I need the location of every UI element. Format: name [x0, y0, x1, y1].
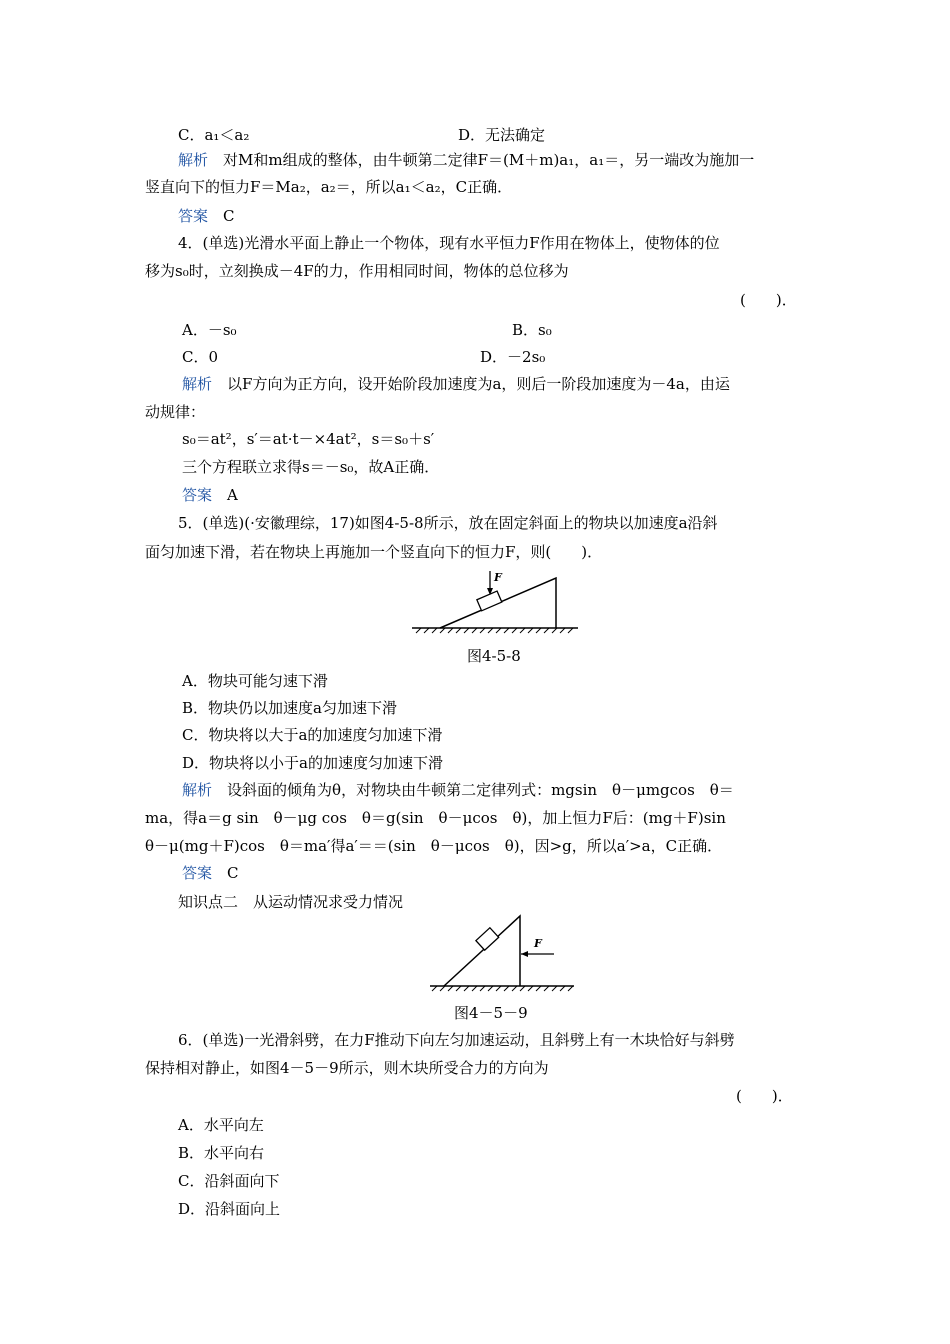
figure-4-5-8 — [410, 567, 580, 635]
q3-answer-label: 答案 — [178, 207, 209, 225]
q3-answer-row — [178, 206, 235, 226]
q3-answer: C — [223, 207, 235, 225]
q4-answer-bracket: ( )． — [740, 291, 797, 309]
force-label: F — [534, 937, 542, 950]
figure-4-5-9 — [428, 912, 578, 996]
q6-stem-line2: 保持相对静止，如图4－5－9所示，则木块所受合力的方向为 — [145, 1059, 549, 1077]
q6-answer-bracket: ( )． — [736, 1087, 793, 1105]
q4-option-b: B．s₀ — [512, 321, 552, 339]
q6-option-c: C．沿斜面向下 — [178, 1172, 280, 1190]
wedge — [444, 916, 520, 986]
q5-analysis-label: 解析 — [182, 781, 213, 799]
q3-analysis-text1: 对M和m组成的整体，由牛顿第二定律F＝(M＋m)a₁，a₁＝，另一端改为施加一 — [223, 151, 755, 169]
q5-analysis-row1 — [182, 780, 734, 800]
q5-analysis-text2: ma，得a＝g sin θ－μg cos θ＝g(sin θ－μcos θ)，加上恒力F后：(mg＋F)sin — [145, 809, 726, 827]
q3-analysis-text2: 竖直向下的恒力F＝Ma₂，a₂＝，所以a₁＜a₂，C正确． — [145, 178, 513, 196]
q4-answer: A — [227, 486, 238, 504]
q6-stem-line1: 6．(单选)一光滑斜劈，在力F推动下向左匀加速运动，且斜劈上有一木块恰好与斜劈 — [178, 1031, 735, 1049]
q4-option-d: D．－2s₀ — [480, 348, 546, 366]
q4-answer-label: 答案 — [182, 486, 213, 504]
q5-option-c: C．物块将以大于a的加速度匀加速下滑 — [182, 726, 443, 744]
q4-analysis-row1 — [182, 374, 730, 394]
q5-stem-line1: 5．(单选)(·安徽理综，17)如图4-5-8所示，放在固定斜面上的物块以加速度a沿斜 — [178, 514, 718, 532]
q4-analysis-text2: 动规律： — [145, 403, 206, 421]
q4-analysis-label: 解析 — [182, 375, 213, 393]
q3-option-c: C．a₁＜a₂ — [178, 126, 250, 144]
q5-analysis-text1: 设斜面的倾角为θ，对物块由牛顿第二定律列式：mgsin θ－μmgcos θ＝ — [227, 781, 734, 799]
q4-answer-row — [182, 485, 238, 505]
q4-option-a: A．－s₀ — [182, 321, 237, 339]
q4-analysis-text1: 以F方向为正方向，设开始阶段加速度为a，则后一阶段加速度为－4a，由运 — [227, 375, 730, 393]
q4-analysis-text3: s₀＝at²，s′＝at·t－×4at²，s＝s₀＋s′ — [182, 430, 435, 448]
q5-stem-line2: 面匀加速下滑，若在物块上再施加一个竖直向下的恒力F，则( )． — [145, 543, 603, 561]
q5-answer: C — [227, 864, 239, 882]
q4-stem-line1: 4．(单选)光滑水平面上静止一个物体，现有水平恒力F作用在物体上，使物体的位 — [178, 234, 720, 252]
q3-option-d: D．无法确定 — [458, 126, 546, 144]
q4-analysis-text4: 三个方程联立求得s＝－s₀，故A正确． — [182, 458, 440, 476]
q4-option-c: C．0 — [182, 348, 219, 366]
q6-option-a: A．水平向左 — [178, 1116, 264, 1134]
q5-answer-row — [182, 863, 239, 883]
q5-answer-label: 答案 — [182, 864, 213, 882]
q5-option-a: A．物块可能匀速下滑 — [182, 672, 328, 690]
q6-option-b: B．水平向右 — [178, 1144, 265, 1162]
force-arrowhead — [521, 951, 528, 957]
figure-4-5-8-caption: 图4-5-8 — [467, 647, 521, 665]
force-label: F — [494, 571, 502, 584]
q6-option-d: D．沿斜面向上 — [178, 1200, 281, 1218]
figure-4-5-9-caption: 图4－5－9 — [454, 1004, 528, 1022]
section-title: 知识点二 从运动情况求受力情况 — [178, 893, 404, 911]
q5-option-d: D．物块将以小于a的加速度匀加速下滑 — [182, 754, 443, 772]
q4-stem-line2: 移为s₀时，立刻换成－4F的力，作用相同时间，物体的总位移为 — [145, 262, 569, 280]
q3-analysis-label: 解析 — [178, 151, 209, 169]
wooden-block — [476, 928, 499, 950]
q5-analysis-text3: θ－μ(mg＋F)cos θ＝ma′得a′＝＝(sin θ－μcos θ)，因>g，所以a′>a，C正确． — [145, 837, 723, 855]
block — [477, 591, 502, 611]
q5-option-b: B．物块仍以加速度a匀加速下滑 — [182, 699, 397, 717]
q3-analysis-row1 — [178, 150, 754, 170]
